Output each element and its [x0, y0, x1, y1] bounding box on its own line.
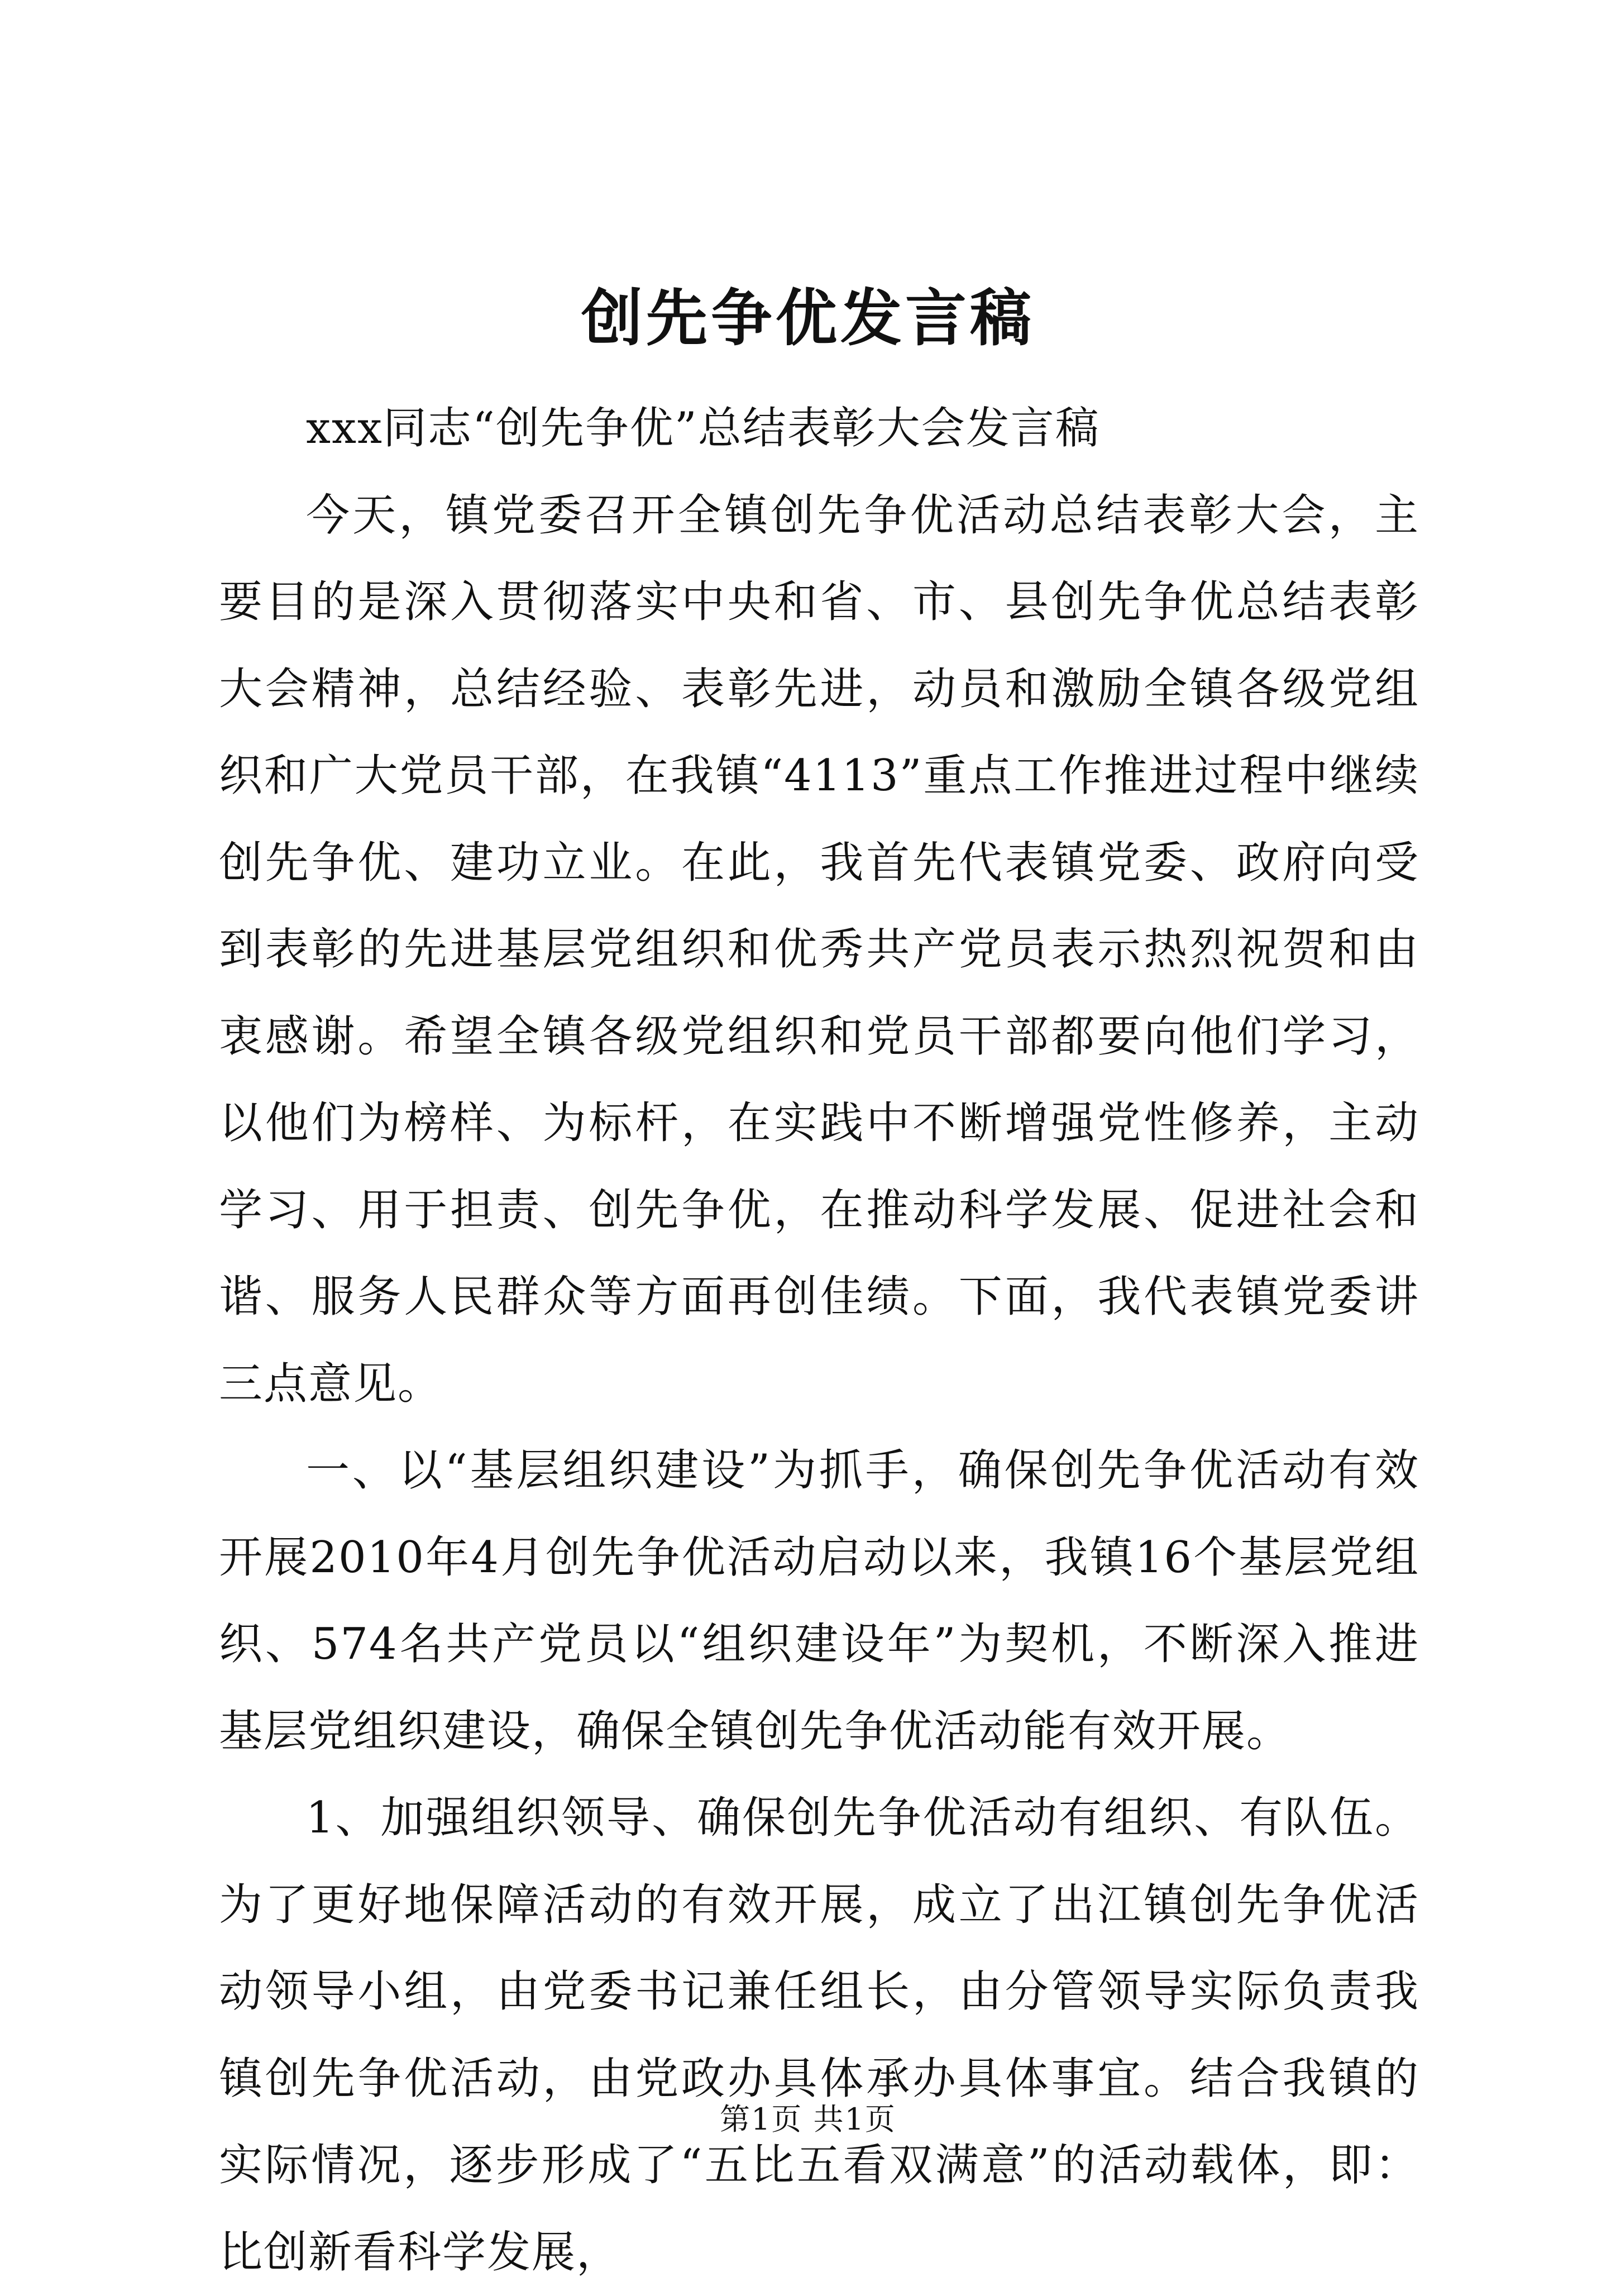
paragraph-section-one: 一、以“基层组织建设”为抓手，确保创先争优活动有效开展2010年4月创先争优活动启动以来，我镇16个基层党组织、574名共产党员以“组织建设年”为契机，不断深入推进基层党组织建设，确保全镇创先争优活动能有效开展。 — [219, 1445, 1419, 1756]
paragraph-intro: 今天，镇党委召开全镇创先争优活动总结表彰大会，主要目的是深入贯彻落实中央和省、市、县创先争优总结表彰大会精神，总结经验、表彰先进，动员和激励全镇各级党组织和广大党员干部，在我镇“4113”重点工作推进过程中继续创先争优、建功立业。在此，我首先代表镇党委、政府向受到表彰的先进基层党组织和优秀共产党员表示热烈祝贺和由衷感谢。希望全镇各级党组织和党员干部都要向他们学习，以他们为榜样、为标杆，在实践中不断增强党性修养，主动学习、用于担责、创先争优，在推动科学发展、促进社会和谐、服务人民群众等方面再创佳绩。下面，我代表镇党委讲三点意见。 — [219, 490, 1419, 1409]
paragraph-subtitle: xxx同志“创先争优”总结表彰大会发言稿 — [306, 403, 1100, 454]
document-body — [219, 385, 1419, 2296]
paragraph-item-one: 1、加强组织领导、确保创先争优活动有组织、有队伍。为了更好地保障活动的有效开展，成立了出江镇创先争优活动领导小组，由党委书记兼任组长，由分管领导实际负责我镇创先争优活动，由党政办具体承办具体事宜。结合我镇的实际情况，逐步形成了“五比五看双满意”的活动载体，即：比创新看科学发展， — [219, 1793, 1419, 2278]
page-footer: 第1页 共1页 — [720, 2102, 896, 2137]
document-title: 创先争优发言稿 — [581, 282, 1035, 354]
